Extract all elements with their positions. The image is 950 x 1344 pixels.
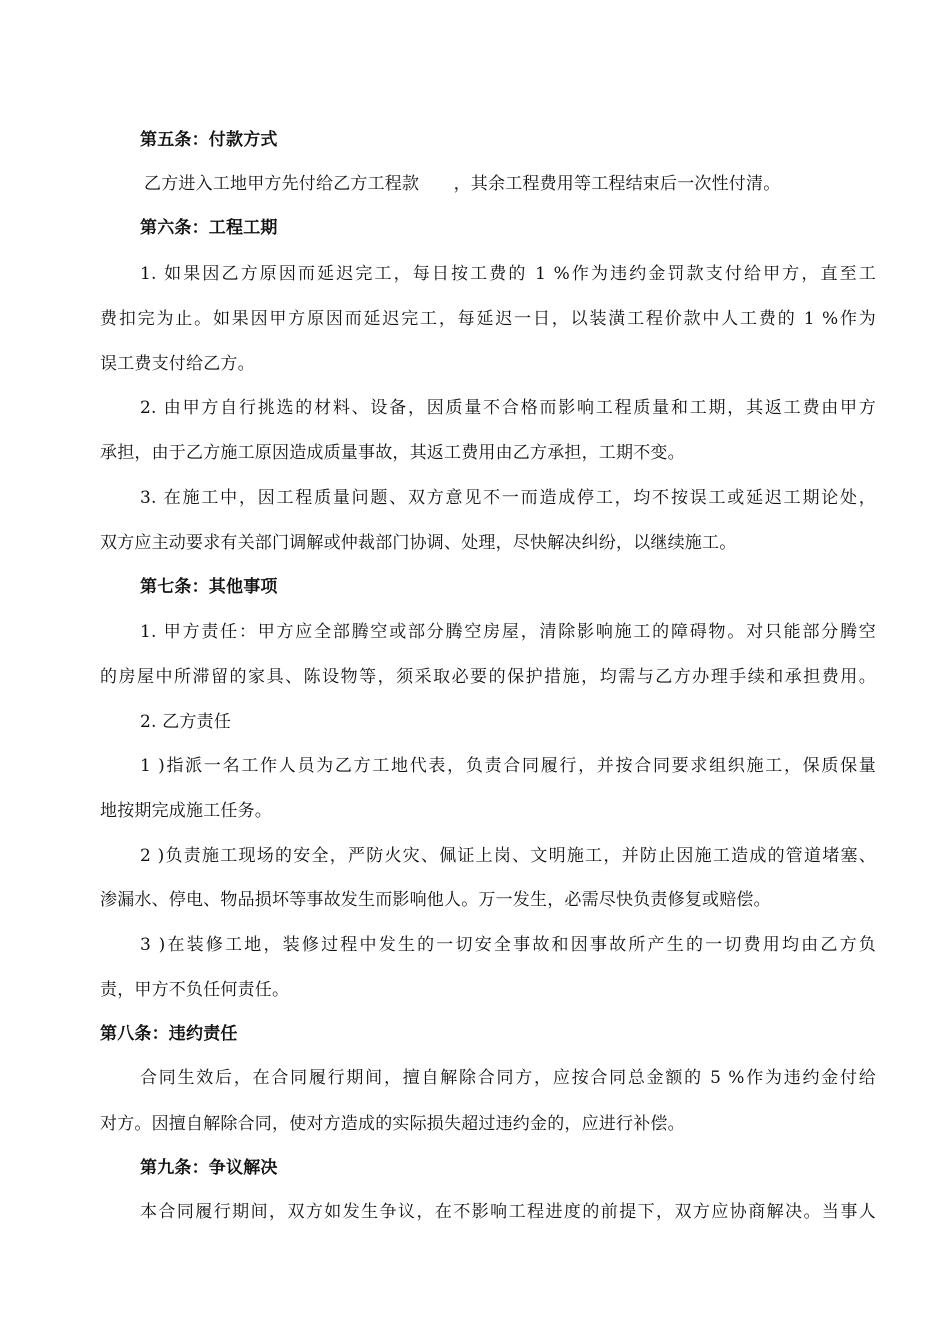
section-6-item-2-line-1: 2. 由甲方自行挑选的材料、设备，因质量不合格而影响工程质量和工期，其返工费由甲方: [140, 398, 876, 418]
section-7-item-1-line-2: 的房屋中所滞留的家具、陈设物等，须采取必要的保护措施，均需与乙方办理手续和承担费用。: [100, 667, 876, 687]
section-7-item-1-line-1: 1. 甲方责任：甲方应全部腾空或部分腾空房屋，清除影响施工的障碍物。对只能部分腾空: [140, 622, 876, 642]
section-8-paragraph-line-1: 合同生效后，在合同履行期间，擅自解除合同方，应按合同总金额的 5 %作为违约金付给: [140, 1068, 876, 1088]
section-6-item-3-line-2: 双方应主动要求有关部门调解或仲裁部门协调、处理，尽快解决纠纷，以继续施工。: [100, 533, 737, 553]
section-6-item-1-line-3: 误工费支付给乙方。: [100, 354, 255, 374]
section-5-heading: 第五条：付款方式: [140, 130, 278, 150]
section-7-sub-2-line-2: 渗漏水、停电、物品损坏等事故发生而影响他人。万一发生，必需尽快负责修复或赔偿。: [100, 890, 771, 910]
section-5-paragraph: 乙方进入工地甲方先付给乙方工程款 ，其余工程费用等工程结束后一次性付清。: [144, 174, 781, 194]
section-9-heading: 第九条：争议解决: [140, 1158, 278, 1178]
section-7-item-2: 2. 乙方责任: [140, 712, 232, 732]
section-7-sub-1-line-1: 1 )指派一名工作人员为乙方工地代表，负责合同履行，并按合同要求组织施工，保质保量: [140, 756, 876, 776]
section-6-item-2-line-2: 承担，由于乙方施工原因造成质量事故，其返工费用由乙方承担，工期不变。: [100, 443, 685, 463]
section-7-heading: 第七条：其他事项: [140, 577, 278, 597]
section-6-heading: 第六条：工程工期: [140, 218, 278, 238]
section-8-paragraph-line-2: 对方。因擅自解除合同，使对方造成的实际损失超过违约金的，应进行补偿。: [100, 1114, 685, 1134]
section-7-sub-3-line-1: 3 )在装修工地，装修过程中发生的一切安全事故和因事故所产生的一切费用均由乙方负: [140, 935, 876, 955]
section-6-item-1-line-2: 费扣完为止。如果因甲方原因而延迟完工，每延迟一日，以装潢工程价款中人工费的 1 %作为: [100, 309, 876, 329]
section-7-sub-1-line-2: 地按期完成施工任务。: [100, 801, 272, 821]
section-7-sub-2-line-1: 2 )负责施工现场的安全，严防火灾、佩证上岗、文明施工，并防止因施工造成的管道堵塞、: [140, 846, 876, 866]
section-8-heading: 第八条：违约责任: [100, 1024, 238, 1044]
section-7-sub-3-line-2: 责，甲方不负任何责任。: [100, 980, 290, 1000]
section-6-item-3-line-1: 3. 在施工中，因工程质量问题、双方意见不一而造成停工，均不按误工或延迟工期论处，: [140, 488, 876, 508]
section-6-item-1-line-1: 1. 如果因乙方原因而延迟完工，每日按工费的 1 %作为违约金罚款支付给甲方，直至工: [140, 264, 876, 284]
section-9-paragraph-line-1: 本合同履行期间，双方如发生争议，在不影响工程进度的前提下，双方应协商解决。当事人: [140, 1202, 876, 1222]
